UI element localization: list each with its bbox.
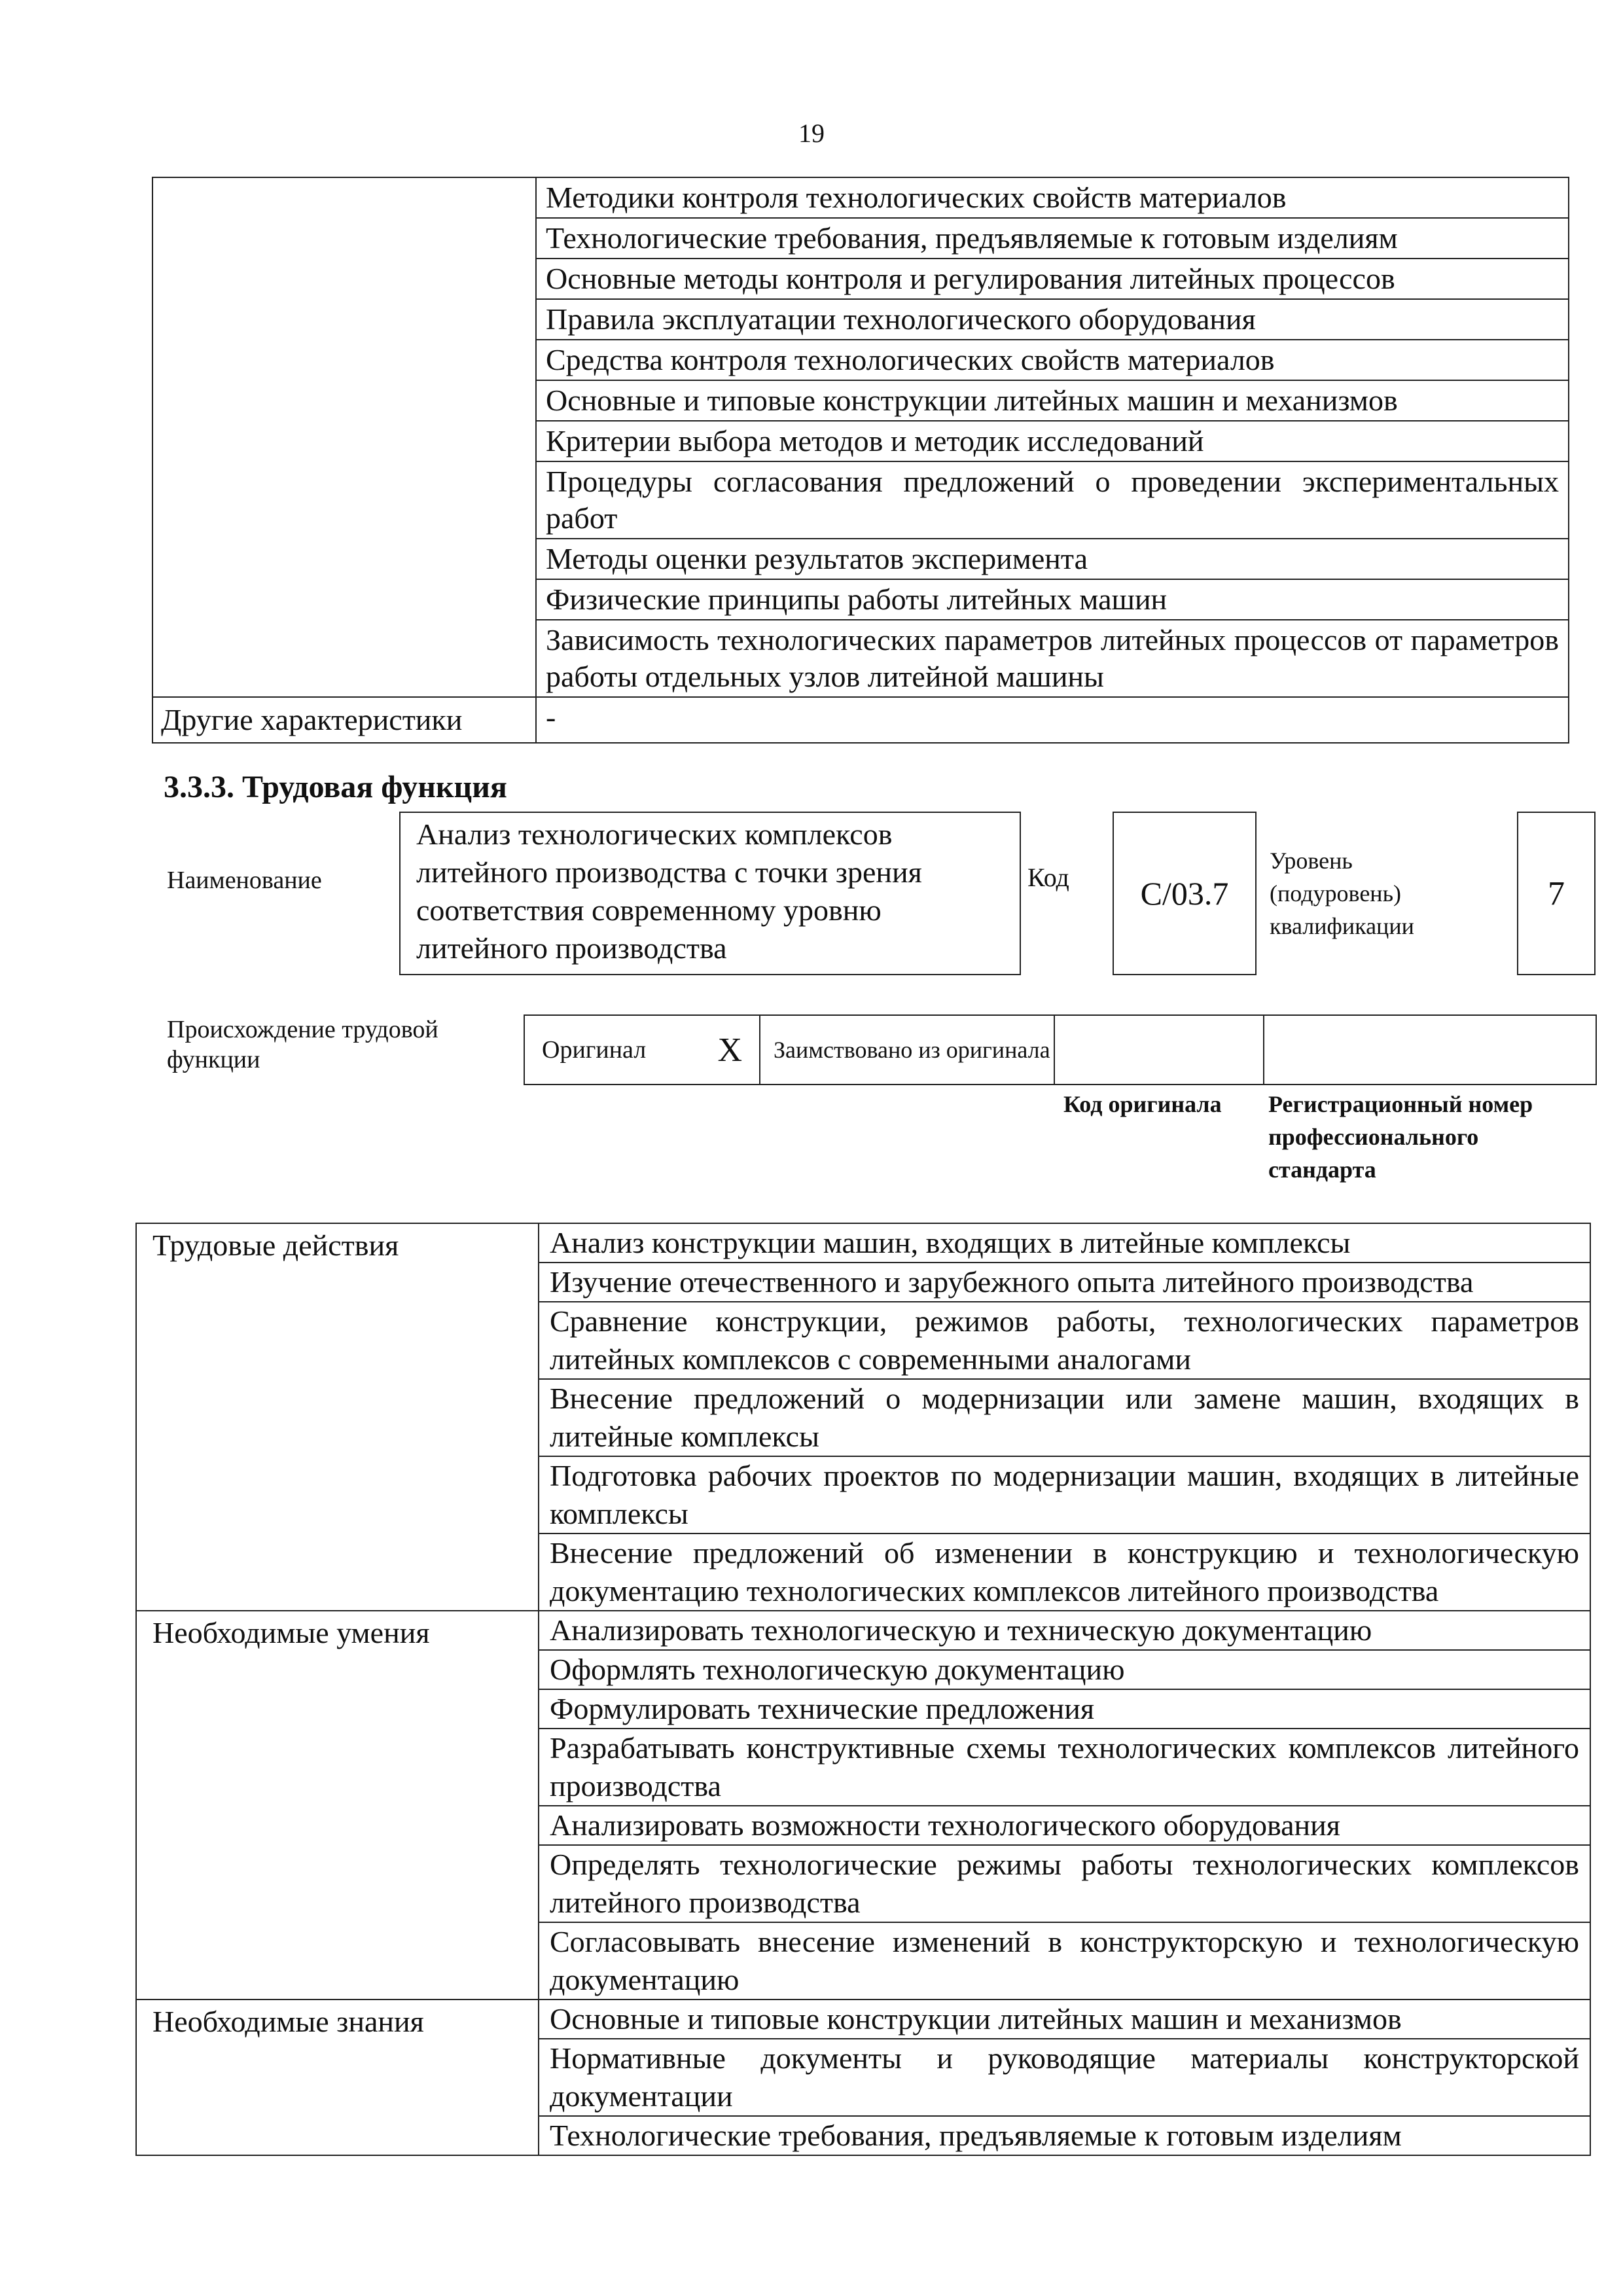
- code-original-cell: [1055, 1016, 1264, 1084]
- section-title: 3.3.3. Трудовая функция: [164, 770, 507, 804]
- table-cell: Зависимость технологических параметров литейных процессов от параметров работы отдельных узлов литейной машины: [536, 620, 1569, 697]
- table-cell: Анализ конструкции машин, входящих в литейные комплексы: [539, 1223, 1590, 1263]
- table-cell: Процедуры согласования предложений о проведении экспериментальных работ: [536, 461, 1569, 539]
- origin-row: [524, 1014, 1597, 1085]
- reg-number-label: Регистрационный номер профессионального стандарта: [1268, 1091, 1533, 1183]
- table-cell: Основные и типовые конструкции литейных машин и механизмов: [536, 380, 1569, 421]
- table-row: [136, 2000, 1590, 2039]
- table-cell: Критерии выбора методов и методик исследований: [536, 421, 1569, 461]
- level-value-box: 7: [1517, 812, 1596, 975]
- table-cell: Сравнение конструкции, режимов работы, технологических параметров литейных комплексов с современными аналогами: [539, 1302, 1590, 1379]
- skills-label: Необходимые умения: [136, 1611, 539, 2000]
- labor-function-table: [135, 1223, 1591, 2156]
- knowledge-continuation-table: [152, 177, 1569, 744]
- name-label: Наименование: [167, 867, 322, 894]
- knowledge-label: Необходимые знания: [136, 2000, 539, 2155]
- table-cell: Формулировать технические предложения: [539, 1689, 1590, 1729]
- code-original-label: Код оригинала: [1063, 1091, 1222, 1117]
- page-number: 19: [798, 118, 825, 148]
- table-cell: Правила эксплуатации технологического оборудования: [536, 299, 1569, 340]
- reg-number-cell: [1264, 1016, 1596, 1084]
- level-label-text: Уровень (подуровень) квалификации: [1270, 848, 1414, 939]
- table-cell: Основные методы контроля и регулирования литейных процессов: [536, 259, 1569, 299]
- empty-label-cell: [152, 177, 536, 697]
- original-mark: X: [717, 1031, 742, 1069]
- table-cell: Основные и типовые конструкции литейных машин и механизмов: [539, 2000, 1590, 2039]
- table-cell: Нормативные документы и руководящие материалы конструкторской документации: [539, 2039, 1590, 2116]
- code-label: Код: [1027, 863, 1069, 892]
- actions-label: Трудовые действия: [136, 1223, 539, 1611]
- table-cell: Разрабатывать конструктивные схемы технологических комплексов литейного производства: [539, 1729, 1590, 1806]
- table-cell: Внесение предложений об изменении в конструкцию и технологическую документацию технологических комплексов литейного производства: [539, 1534, 1590, 1611]
- table-cell: Внесение предложений о модернизации или замене машин, входящих в литейные комплексы: [539, 1379, 1590, 1456]
- other-characteristics-value: -: [536, 697, 1569, 743]
- table-cell: Средства контроля технологических свойств материалов: [536, 340, 1569, 380]
- table-cell: Изучение отечественного и зарубежного опыта литейного производства: [539, 1263, 1590, 1302]
- table-row: [136, 1223, 1590, 1263]
- function-code-box: С/03.7: [1113, 812, 1257, 975]
- table-cell: Методики контроля технологических свойств материалов: [536, 177, 1569, 218]
- table-cell: Согласовывать внесение изменений в конструкторскую и технологическую документацию: [539, 1922, 1590, 2000]
- table-row: [152, 697, 1569, 743]
- function-name-box: Анализ технологических комплексов литейного производства с точки зрения соответствия современному уровню литейного производства: [399, 812, 1021, 975]
- table-cell: Технологические требования, предъявляемые к готовым изделиям: [536, 218, 1569, 259]
- original-label: Оригинал: [542, 1036, 647, 1064]
- original-cell: [525, 1016, 760, 1084]
- origin-label: Происхождение трудовой функции: [167, 1016, 438, 1073]
- table-cell: Анализировать возможности технологического оборудования: [539, 1806, 1590, 1845]
- table-cell: Определять технологические режимы работы технологических комплексов литейного производства: [539, 1845, 1590, 1922]
- borrowed-cell: Заимствовано из оригинала: [760, 1016, 1055, 1084]
- table-row: [152, 177, 1569, 218]
- table-cell: Оформлять технологическую документацию: [539, 1650, 1590, 1689]
- other-characteristics-label: Другие характеристики: [152, 697, 536, 743]
- table-cell: Подготовка рабочих проектов по модернизации машин, входящих в литейные комплексы: [539, 1456, 1590, 1534]
- table-cell: Технологические требования, предъявляемые к готовым изделиям: [539, 2116, 1590, 2155]
- table-cell: Методы оценки результатов эксперимента: [536, 539, 1569, 579]
- table-cell: Физические принципы работы литейных машин: [536, 579, 1569, 620]
- table-row: [136, 1611, 1590, 1650]
- level-label: [1270, 844, 1466, 942]
- table-cell: Анализировать технологическую и техническую документацию: [539, 1611, 1590, 1650]
